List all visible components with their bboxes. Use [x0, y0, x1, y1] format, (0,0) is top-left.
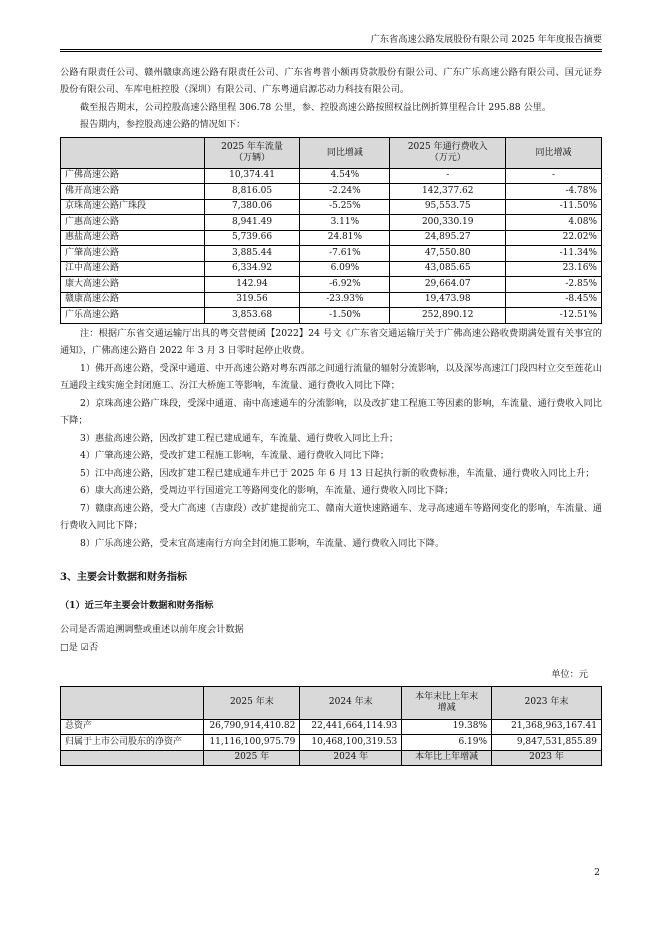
- table-row: [61, 719, 602, 735]
- fin-value-cell: 22,441,664,114.93: [300, 719, 402, 735]
- fin-header-cell: 2025 年末: [204, 686, 300, 719]
- fin-value-cell: 9,847,531,855.89: [492, 735, 602, 751]
- table-row: [61, 292, 602, 308]
- highway-value-cell: 319.56: [204, 292, 300, 308]
- header-rule-secondary: [60, 51, 602, 52]
- highway-value-cell: 29,664.07: [390, 277, 506, 293]
- fin-value-cell: 11,116,100,975.79: [204, 735, 300, 751]
- highway-value-cell: 24.81%: [300, 230, 390, 246]
- list-item: 1）佛开高速公路，受深中通道、中开高速公路对粤东西部之间通行流量的辐射分流影响，以及深岑高速江门段四村立交至莲花山互通段主线实施全封闭施工、汾江大桥施工等影响，车流量、通行费收入同比下降；: [60, 362, 602, 392]
- highway-value-cell: 10,374.41: [204, 168, 300, 184]
- fin-footer-cell: [61, 750, 204, 766]
- financial-table: [60, 686, 602, 767]
- fin-footer-cell: 本年比上年增减: [402, 750, 492, 766]
- highway-value-cell: -5.25%: [300, 199, 390, 215]
- fin-value-cell: 26,790,914,410.82: [204, 719, 300, 735]
- highway-value-cell: 47,550.80: [390, 246, 506, 262]
- highway-value-cell: -2.85%: [506, 277, 602, 293]
- highway-value-cell: 3.11%: [300, 215, 390, 231]
- fin-value-cell: 19.38%: [402, 719, 492, 735]
- table-row: [61, 230, 602, 246]
- table-row: [61, 277, 602, 293]
- table-row: [61, 261, 602, 277]
- fin-label-cell: 总资产: [61, 719, 204, 735]
- highway-header-cell: 同比增减: [300, 137, 390, 168]
- mileage-paragraph: 截至报告期末，公司控股高速公路里程 306.78 公里，参、控股高速公路按照权益比例折算里程合计 295.88 公里。: [80, 101, 552, 113]
- highway-value-cell: -2.24%: [300, 184, 390, 200]
- highway-name-cell: 广惠高速公路: [61, 215, 205, 231]
- intro-paragraph: 公路有限责任公司、赣州赣康高速公路有限责任公司、广东省粤普小额再贷款股份有限公司、广东广乐高速公路有限公司、国元证券股份有限公司、车库电桩控股（深圳）有限公司、广东粤通启源芯动力科技有限公司。: [60, 67, 602, 96]
- highway-value-cell: -23.93%: [300, 292, 390, 308]
- list-item: 3）惠盐高速公路，因改扩建工程已建成通车，车流量、通行费收入同比上升；: [80, 432, 399, 444]
- report-header: 广东省高速公路发展股份有限公司 2025 年年度报告摘要: [370, 34, 602, 45]
- highway-value-cell: 95,553.75: [390, 199, 506, 215]
- fin-value-cell: 6.19%: [402, 735, 492, 751]
- highway-value-cell: 5,739.66: [204, 230, 300, 246]
- highway-value-cell: -8.45%: [506, 292, 602, 308]
- section-title: 3、主要会计数据和财务指标: [60, 572, 187, 584]
- list-item: 5）江中高速公路，因改扩建工程已建成通车并已于 2025 年 6 月 13 日起执行新的收费标准，车流量、通行费收入同比上升；: [80, 467, 595, 479]
- highway-value-cell: 22.02%: [506, 230, 602, 246]
- list-item: 8）广乐高速公路，受末宜高速南行方向全封闭施工影响，车流量、通行费收入同比下降。: [80, 537, 445, 549]
- subsection-title: （1）近三年主要会计数据和财务指标: [60, 600, 214, 612]
- highway-value-cell: -: [390, 168, 506, 184]
- highway-header-cell: 同比增减: [506, 137, 602, 168]
- table-row: [61, 199, 602, 215]
- highway-header-cell: 2025 年通行费收入 （万元）: [390, 137, 506, 168]
- table-row: [61, 735, 602, 751]
- highway-value-cell: 8,941.49: [204, 215, 300, 231]
- list-item: 4）广肇高速公路，受改扩建工程施工影响，车流量、通行费收入同比下降；: [80, 450, 390, 462]
- restatement-answer: □是 ☑否: [60, 641, 99, 653]
- list-item: 7）赣康高速公路，受大广高速（吉康段）改扩建提前完工、赣南大道快速路通车、龙寻高速通车等路网变化的影响，车流量、通行费收入同比下降；: [60, 502, 602, 532]
- highway-value-cell: 6.09%: [300, 261, 390, 277]
- highway-name-cell: 佛开高速公路: [61, 184, 205, 200]
- highway-name-cell: 赣康高速公路: [61, 292, 205, 308]
- highway-value-cell: 4.54%: [300, 168, 390, 184]
- highway-value-cell: 6,334.92: [204, 261, 300, 277]
- financial-table-header: [61, 686, 602, 719]
- page-number: 2: [594, 867, 600, 878]
- table-row: [61, 215, 602, 231]
- fin-footer-cell: 2025 年: [204, 750, 300, 766]
- highway-value-cell: -12.51%: [506, 308, 602, 324]
- highway-table: [60, 137, 602, 324]
- highway-value-cell: 7,380.06: [204, 199, 300, 215]
- notes-block: [60, 325, 602, 552]
- highway-value-cell: 19,473.98: [390, 292, 506, 308]
- highway-value-cell: 142.94: [204, 277, 300, 293]
- fin-value-cell: 21,368,963,167.41: [492, 719, 602, 735]
- fin-header-cell: [61, 686, 204, 719]
- highway-value-cell: 252,890.12: [390, 308, 506, 324]
- highway-value-cell: 23.16%: [506, 261, 602, 277]
- list-item: 6）康大高速公路，受周边平行国道完工等路网变化的影响，车流量、通行费收入同比下降；: [80, 485, 454, 497]
- financial-table-footer: [61, 750, 602, 766]
- highway-name-cell: 广佛高速公路: [61, 168, 205, 184]
- fin-header-cell: 2024 年末: [300, 686, 402, 719]
- fin-header-cell: 2023 年末: [492, 686, 602, 719]
- page-content: [60, 64, 602, 766]
- highway-value-cell: -4.78%: [506, 184, 602, 200]
- highway-value-cell: 24,895.27: [390, 230, 506, 246]
- fin-footer-cell: 2024 年: [300, 750, 402, 766]
- highway-value-cell: -6.92%: [300, 277, 390, 293]
- highway-value-cell: 43,085.65: [390, 261, 506, 277]
- table-row: [61, 184, 602, 200]
- highway-intro: 报告期内，参控股高速公路的情况如下：: [80, 119, 246, 131]
- highway-value-cell: -11.50%: [506, 199, 602, 215]
- fin-header-cell: 本年末比上年末 增减: [402, 686, 492, 719]
- highway-header-cell: 2025 年车流量 （万辆）: [204, 137, 300, 168]
- list-item: 2）京珠高速公路广珠段，受深中通道、南中高速通车的分流影响，以及改扩建工程施工等因素的影响，车流量、通行费收入同比下降；: [60, 397, 602, 427]
- highway-name-cell: 康大高速公路: [61, 277, 205, 293]
- restatement-question: 公司是否需追溯调整或重述以前年度会计数据: [60, 624, 244, 636]
- table-row: [61, 246, 602, 262]
- highway-value-cell: -7.61%: [300, 246, 390, 262]
- unit-label: 单位：元: [551, 669, 588, 680]
- fin-value-cell: 10,468,100,319.53: [300, 735, 402, 751]
- highway-name-cell: 广肇高速公路: [61, 246, 205, 262]
- highway-value-cell: 200,330.19: [390, 215, 506, 231]
- highway-name-cell: 京珠高速公路广珠段: [61, 199, 205, 215]
- header-rule: [60, 49, 602, 50]
- table-row: [61, 168, 602, 184]
- highway-value-cell: -11.34%: [506, 246, 602, 262]
- highway-value-cell: 3,885.44: [204, 246, 300, 262]
- table-row: [61, 308, 602, 324]
- fin-footer-cell: 2023 年: [492, 750, 602, 766]
- table-note: 注：根据广东省交通运输厅出具的粤交营便函【2022】24 号文《广东省交通运输厅关于广佛高速公路收费期满处置有关事宜的通知》，广佛高速公路自 2022 年 3 月 3 日零时起停止收费。: [60, 327, 602, 357]
- highway-value-cell: 3,853.68: [204, 308, 300, 324]
- highway-name-cell: 惠盐高速公路: [61, 230, 205, 246]
- highway-value-cell: 142,377.62: [390, 184, 506, 200]
- fin-label-cell: 归属于上市公司股东的净资产: [61, 735, 204, 751]
- highway-value-cell: 4.08%: [506, 215, 602, 231]
- highway-value-cell: -: [506, 168, 602, 184]
- highway-name-cell: 江中高速公路: [61, 261, 205, 277]
- highway-value-cell: 8,816.05: [204, 184, 300, 200]
- highway-table-header: [61, 137, 602, 168]
- highway-name-cell: 广乐高速公路: [61, 308, 205, 324]
- highway-value-cell: -1.50%: [300, 308, 390, 324]
- highway-header-cell: [61, 137, 205, 168]
